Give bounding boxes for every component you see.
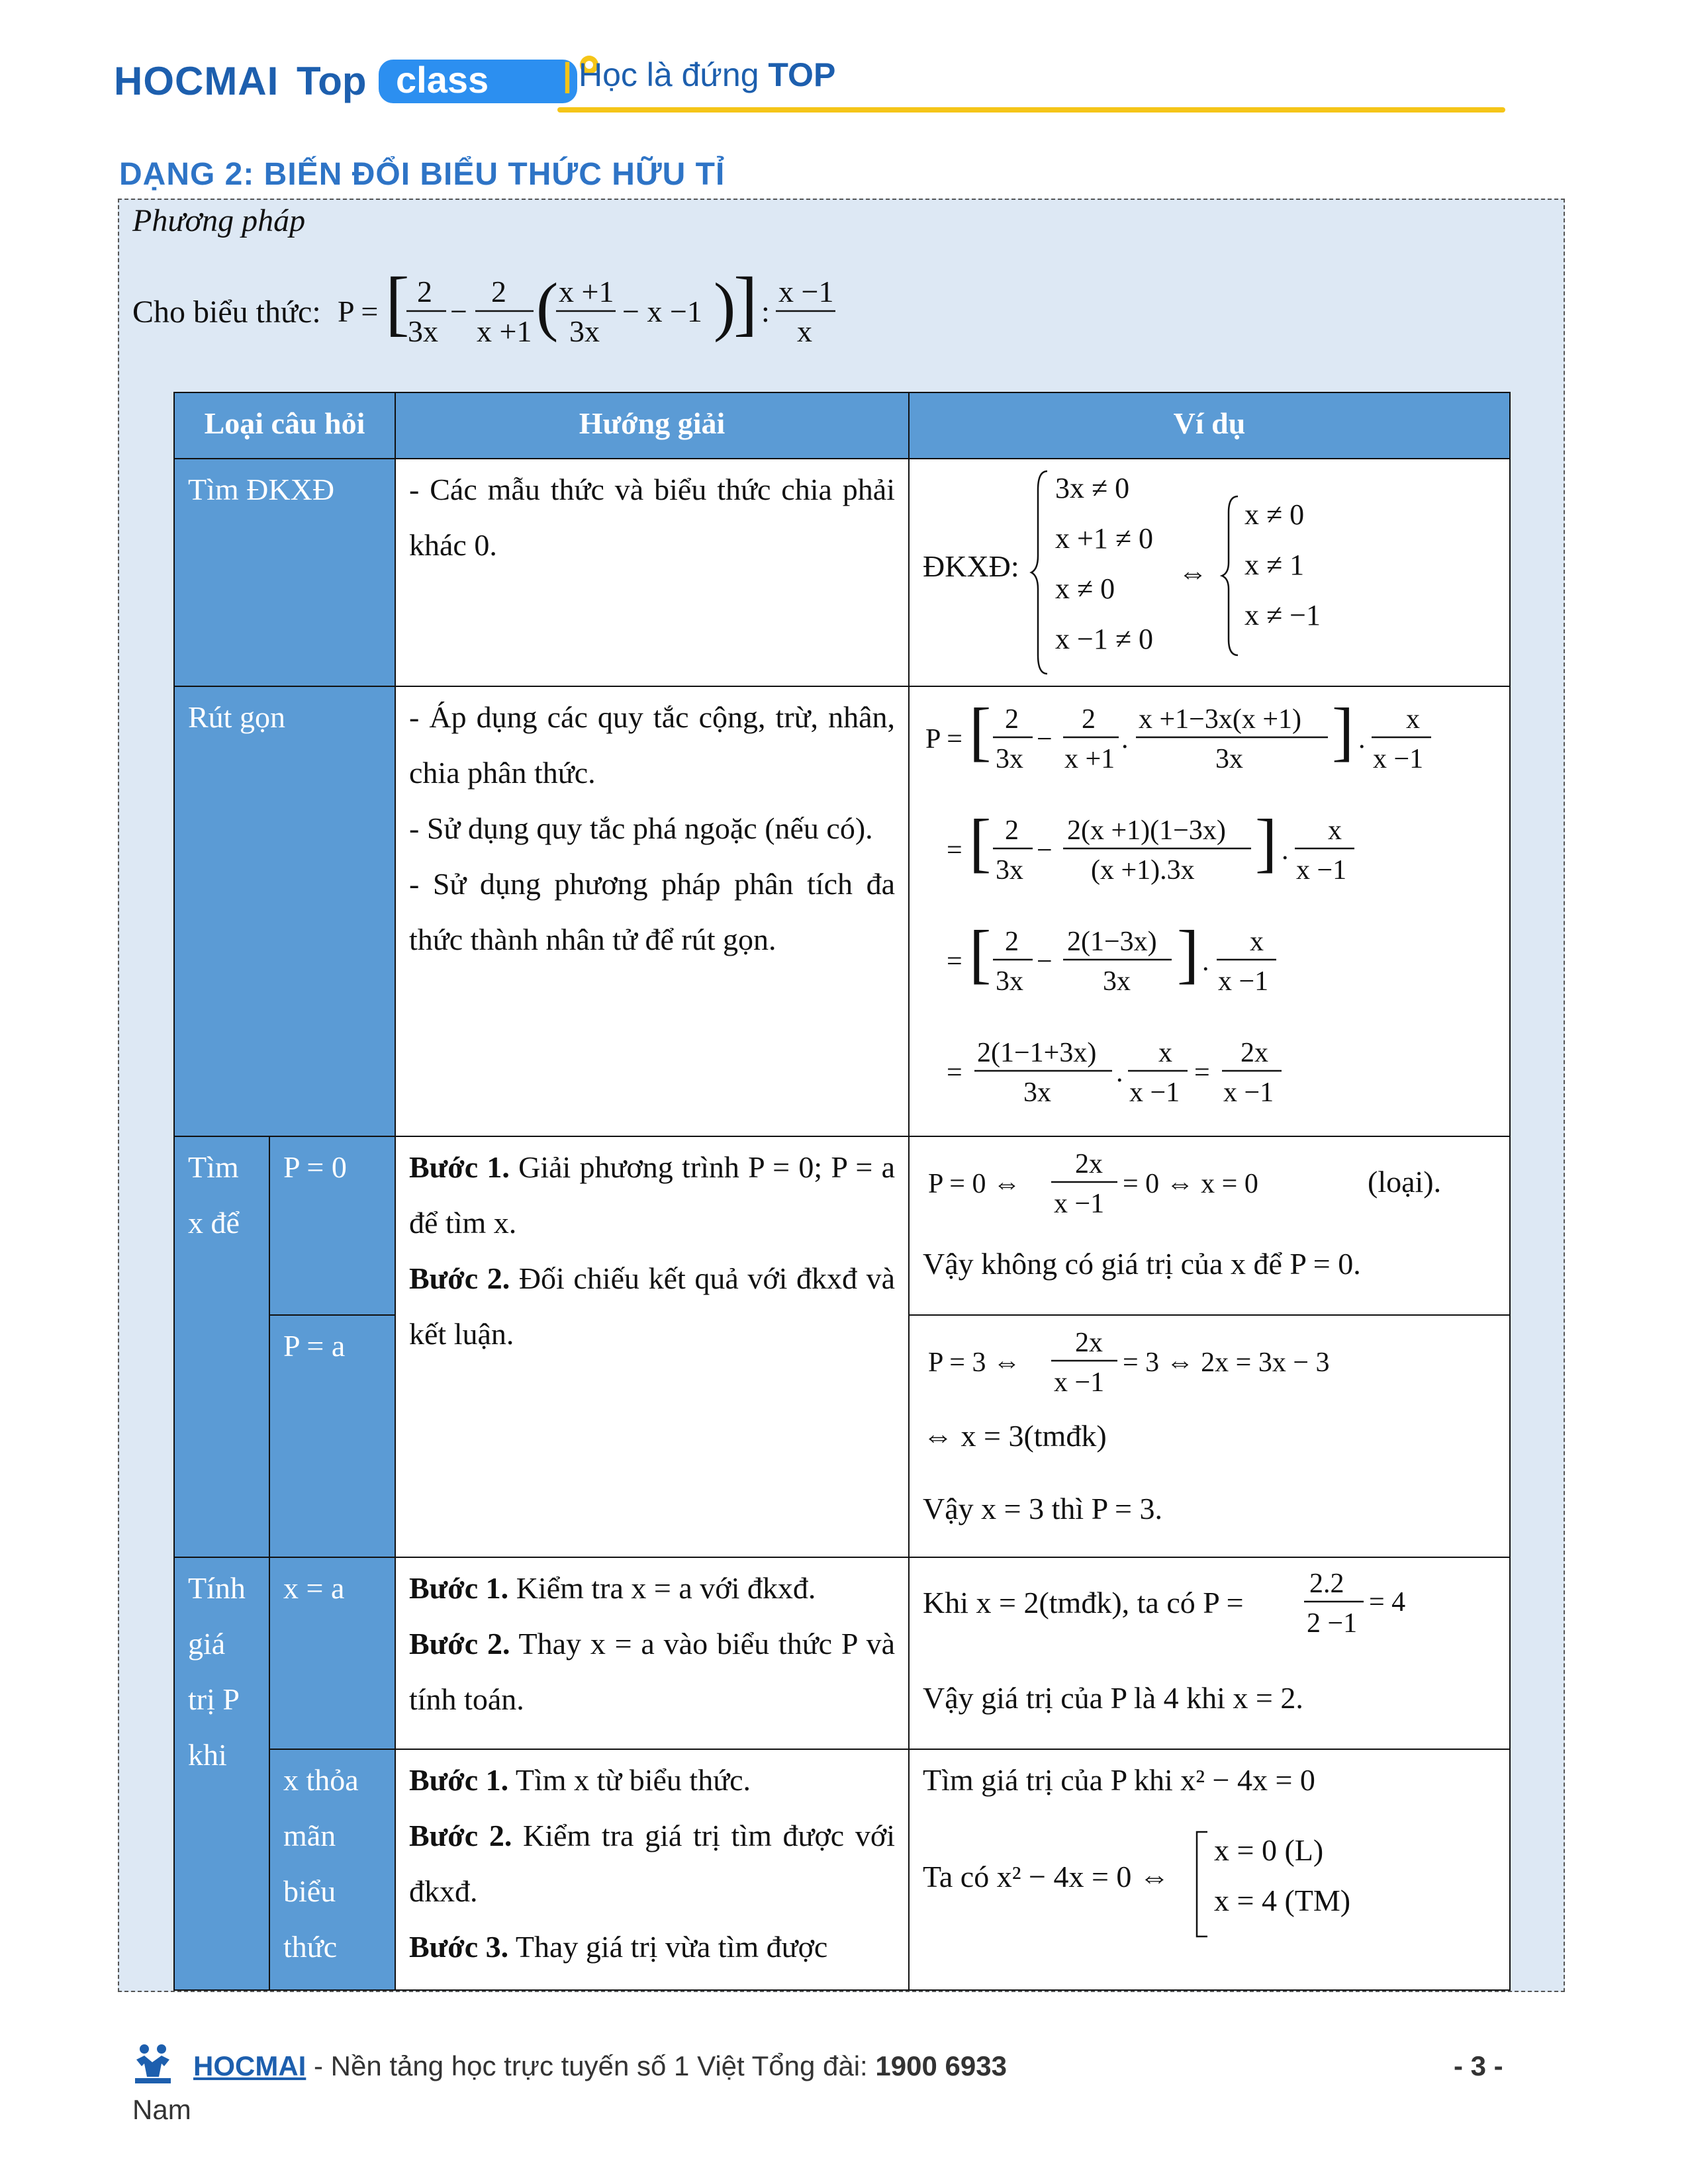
svg-text:2: 2 xyxy=(1005,815,1019,846)
given-expression-label: Cho biểu thức: xyxy=(132,295,321,330)
svg-text:−: − xyxy=(1037,835,1053,866)
svg-text:= 0 ⇔ x = 0: = 0 ⇔ x = 0 xyxy=(1123,1169,1258,1199)
svg-text:]: ] xyxy=(1177,917,1199,990)
svg-text:.: . xyxy=(1116,1058,1123,1088)
tinh-p-b-step2-label: Bước 2. xyxy=(409,1819,512,1852)
tim-x-step1 xyxy=(409,1140,895,1251)
tinh-p-a-step1 xyxy=(409,1561,895,1616)
row-example-rut-gon xyxy=(908,686,1511,1137)
tinh-p-b-step1-text: Tìm x từ biểu thức. xyxy=(515,1763,751,1797)
tim-x-p0-equation xyxy=(919,1138,1356,1231)
dkxd-label: ĐKXĐ: xyxy=(923,549,1019,583)
footer-text xyxy=(193,2050,1007,2082)
tinh-p-sub-xa: x = a xyxy=(269,1557,396,1750)
svg-text:x +1 ≠ 0: x +1 ≠ 0 xyxy=(1055,522,1153,555)
tinh-p-b-step3-label: Bước 3. xyxy=(409,1930,509,1964)
svg-text:=: = xyxy=(947,946,962,977)
svg-text:x ≠ 1: x ≠ 1 xyxy=(1244,549,1305,581)
svg-text:[: [ xyxy=(969,917,992,990)
row-type-tim-x: Tìm x để xyxy=(173,1136,270,1558)
row-type-tinh-p: Tính giá trị P khi xyxy=(173,1557,270,1991)
svg-text:x +1−3x(x +1): x +1−3x(x +1) xyxy=(1139,704,1302,735)
svg-text:= 3 ⇔ 2x = 3x − 3: = 3 ⇔ 2x = 3x − 3 xyxy=(1123,1347,1330,1378)
svg-text:− x −1: − x −1 xyxy=(622,295,702,328)
svg-text:2.2: 2.2 xyxy=(1309,1569,1344,1599)
svg-text:2(x +1)(1−3x): 2(x +1)(1−3x) xyxy=(1067,815,1226,846)
tinh-p-a-prefix: Khi x = 2(tmđk), ta có P = xyxy=(923,1586,1244,1619)
tinh-p-guide-expr xyxy=(395,1749,910,1991)
svg-text:x ≠ 0: x ≠ 0 xyxy=(1244,498,1305,531)
svg-text:x ≠ −1: x ≠ −1 xyxy=(1244,599,1321,631)
tim-x-step1-text: Giải phương trình P = 0; P = a để tìm x. xyxy=(409,1150,895,1240)
tinh-p-a-step1-label: Bước 1. xyxy=(409,1571,509,1605)
svg-text:3x: 3x xyxy=(408,314,438,348)
footer-tail: Nam xyxy=(132,2094,191,2125)
method-label: Phương pháp xyxy=(132,203,306,238)
svg-text:]: ] xyxy=(733,265,758,343)
dkxd-system xyxy=(1029,463,1492,682)
tinh-p-b-bracket xyxy=(1192,1828,1211,1940)
svg-text:2x: 2x xyxy=(1241,1038,1268,1068)
page-number: - 3 - xyxy=(1454,2050,1503,2081)
tinh-p-a-step2 xyxy=(409,1616,895,1727)
svg-text:): ) xyxy=(714,269,736,343)
tinh-p-b-step2 xyxy=(409,1808,895,1919)
svg-text:x −1: x −1 xyxy=(778,275,834,308)
row-type-rut-gon: Rút gọn xyxy=(173,686,396,1137)
tim-x-step2-text: Đối chiếu kết quả với đkxđ và kết luận. xyxy=(409,1261,895,1351)
row-example-dkxd xyxy=(908,458,1511,687)
question-types-table xyxy=(173,392,1511,1991)
svg-text:2: 2 xyxy=(491,275,506,308)
svg-text:.: . xyxy=(1358,724,1366,754)
footer-tagline: - Nền tảng học trực tuyến số 1 Việt Tổng đài: xyxy=(306,2050,876,2081)
svg-text:2: 2 xyxy=(1082,704,1096,735)
row-guide-rut-gon xyxy=(395,686,910,1137)
svg-text:x −1: x −1 xyxy=(1296,855,1347,886)
svg-text:x −1: x −1 xyxy=(1218,966,1269,997)
svg-text:=: = xyxy=(947,1058,962,1088)
svg-text:x: x xyxy=(1158,1038,1172,1068)
footer-brand-link[interactable]: HOCMAI xyxy=(193,2050,306,2081)
tinh-p-b-step1 xyxy=(409,1752,895,1808)
svg-text:[: [ xyxy=(969,694,992,768)
header-divider xyxy=(557,107,1505,113)
tinh-p-example-xa xyxy=(908,1557,1511,1750)
svg-text:x +1: x +1 xyxy=(559,275,614,308)
table-header-type: Loại câu hỏi xyxy=(173,392,396,459)
rut-gon-steps xyxy=(914,687,1503,1130)
table-header-guide: Hướng giải xyxy=(395,392,910,459)
tinh-p-a-fraction xyxy=(1300,1561,1446,1647)
rut-gon-guide-1: - Áp dụng các quy tắc cộng, trừ, nhân, chia phân thức. xyxy=(409,700,895,790)
svg-text:x −1 ≠ 0: x −1 ≠ 0 xyxy=(1055,623,1153,655)
tinh-p-b-step3 xyxy=(409,1919,895,1975)
rut-gon-guide-3: - Sử dụng phương pháp phân tích đa thức thành nhân tử để rút gọn. xyxy=(409,867,895,956)
svg-text:2: 2 xyxy=(1005,927,1019,957)
tim-x-sub-pa: P = a xyxy=(269,1314,396,1558)
tim-x-example-p0 xyxy=(908,1136,1511,1316)
svg-text:3x: 3x xyxy=(1215,744,1243,774)
svg-text:(x +1).3x: (x +1).3x xyxy=(1091,855,1195,886)
tinh-p-a-step1-text: Kiểm tra x = a với đkxđ. xyxy=(516,1571,816,1605)
svg-text:2: 2 xyxy=(1005,704,1019,735)
tinh-p-example-expr xyxy=(908,1749,1511,1991)
tim-x-p0-conclusion: Vậy không có giá trị của x để P = 0. xyxy=(923,1247,1361,1281)
svg-text:P =: P = xyxy=(338,295,379,328)
svg-text:−: − xyxy=(1037,724,1053,754)
svg-text:x +1: x +1 xyxy=(1064,744,1115,774)
tim-x-p0-note: (loại). xyxy=(1368,1165,1442,1199)
tim-x-pa-tmdk: ⇔ x = 3(tmđk) xyxy=(923,1419,1107,1453)
slogan-highlight: TOP xyxy=(768,56,836,93)
svg-text:.: . xyxy=(1202,946,1209,977)
tim-x-pa-conclusion: Vậy x = 3 thì P = 3. xyxy=(923,1492,1162,1525)
svg-text:=: = xyxy=(947,835,962,866)
svg-text:]: ] xyxy=(1332,694,1354,768)
svg-text:3x: 3x xyxy=(569,314,600,348)
header-slogan: | Học là đứng TOP xyxy=(563,56,836,93)
svg-text:2x: 2x xyxy=(1075,1149,1103,1179)
svg-text:.: . xyxy=(1121,724,1129,754)
tinh-p-b-step3-text: Thay giá trị vừa tìm được xyxy=(515,1930,828,1964)
svg-text:3x: 3x xyxy=(996,855,1023,886)
tinh-p-guide-xa xyxy=(395,1557,910,1750)
tinh-p-a-step2-text: Thay x = a vào biểu thức P và tính toán. xyxy=(409,1627,895,1716)
svg-text:x ≠ 0: x ≠ 0 xyxy=(1055,572,1115,605)
svg-text:⇔: ⇔ xyxy=(1178,557,1207,589)
svg-text:]: ] xyxy=(1255,805,1278,879)
section-title: DẠNG 2: BIẾN ĐỔI BIỂU THỨC HỮU TỈ xyxy=(119,157,726,192)
svg-text:P =: P = xyxy=(925,724,962,754)
tim-x-step1-label: Bước 1. xyxy=(409,1150,510,1184)
rut-gon-guide-2: - Sử dụng quy tắc phá ngoặc (nếu có). xyxy=(409,811,873,845)
slogan-prefix: Học là đứng xyxy=(579,56,759,93)
svg-text:x −1: x −1 xyxy=(1373,744,1424,774)
logo-top-text: Top xyxy=(297,59,367,103)
svg-text:[: [ xyxy=(969,805,992,879)
svg-text:−: − xyxy=(450,295,467,328)
svg-text:(: ( xyxy=(536,269,559,343)
svg-text:3x: 3x xyxy=(996,966,1023,997)
svg-text:x −1: x −1 xyxy=(1129,1077,1180,1108)
svg-text:2x: 2x xyxy=(1075,1328,1103,1358)
svg-text:P = 3 ⇔: P = 3 ⇔ xyxy=(928,1347,1021,1378)
svg-text:[: [ xyxy=(385,265,410,343)
svg-text:x −1: x −1 xyxy=(1054,1367,1105,1398)
row-type-dkxd: Tìm ĐKXĐ xyxy=(173,458,396,687)
tim-x-example-pa xyxy=(908,1314,1511,1558)
svg-text:x: x xyxy=(1250,927,1264,957)
tim-x-pa-equation xyxy=(919,1317,1409,1410)
svg-text:−: − xyxy=(1037,946,1053,977)
svg-text:.: . xyxy=(1282,835,1289,866)
svg-text:x: x xyxy=(797,314,812,348)
svg-text:x −1: x −1 xyxy=(1054,1189,1105,1219)
tinh-p-b-case1: x = 0 (L) xyxy=(1214,1833,1324,1867)
logo-hocmai-text: HOCMAI xyxy=(114,59,279,103)
given-expression xyxy=(338,265,841,364)
tim-x-sub-p0: P = 0 xyxy=(269,1136,396,1316)
svg-text::: : xyxy=(761,295,770,328)
tinh-p-a-step2-label: Bước 2. xyxy=(409,1627,510,1661)
row-guide-tim-x xyxy=(395,1136,910,1558)
svg-text:2: 2 xyxy=(417,275,432,308)
svg-text:= 4: = 4 xyxy=(1369,1587,1406,1617)
svg-text:=: = xyxy=(1194,1058,1210,1088)
svg-text:P = 0 ⇔: P = 0 ⇔ xyxy=(928,1169,1021,1199)
svg-text:x −1: x −1 xyxy=(1223,1077,1274,1108)
row-guide-dkxd: - Các mẫu thức và biểu thức chia phải khác 0. xyxy=(395,458,910,687)
tinh-p-b-line1: Tìm giá trị của P khi x² − 4x = 0 xyxy=(923,1763,1315,1797)
svg-text:3x ≠ 0: 3x ≠ 0 xyxy=(1055,472,1130,504)
tinh-p-b-case2: x = 4 (TM) xyxy=(1214,1884,1351,1917)
svg-text:2(1−1+3x): 2(1−1+3x) xyxy=(977,1038,1097,1068)
tinh-p-b-step2-text: Kiểm tra giá trị tìm được với đkxđ. xyxy=(409,1819,895,1908)
table-header-example: Ví dụ xyxy=(908,392,1511,459)
tim-x-step2 xyxy=(409,1251,895,1362)
tim-x-step2-label: Bước 2. xyxy=(409,1261,510,1295)
footer-hotline: 1900 6933 xyxy=(875,2050,1007,2081)
svg-text:x: x xyxy=(1328,815,1342,846)
svg-text:3x: 3x xyxy=(996,744,1023,774)
svg-text:x: x xyxy=(1406,704,1420,735)
svg-text:3x: 3x xyxy=(1103,966,1131,997)
tinh-p-b-step1-label: Bước 1. xyxy=(409,1763,509,1797)
svg-text:3x: 3x xyxy=(1023,1077,1051,1108)
svg-text:2(1−3x): 2(1−3x) xyxy=(1067,927,1157,957)
tinh-p-a-conclusion: Vậy giá trị của P là 4 khi x = 2. xyxy=(923,1681,1303,1715)
svg-text:2 −1: 2 −1 xyxy=(1307,1608,1358,1639)
logo-class-text: class xyxy=(396,59,489,101)
tinh-p-b-line2: Ta có x² − 4x = 0 ⇔ xyxy=(923,1860,1170,1893)
svg-text:x +1: x +1 xyxy=(477,314,532,348)
tinh-p-sub-expr: x thỏa mãn biểu thức xyxy=(269,1749,396,1991)
hocmai-footer-icon xyxy=(130,2040,176,2086)
